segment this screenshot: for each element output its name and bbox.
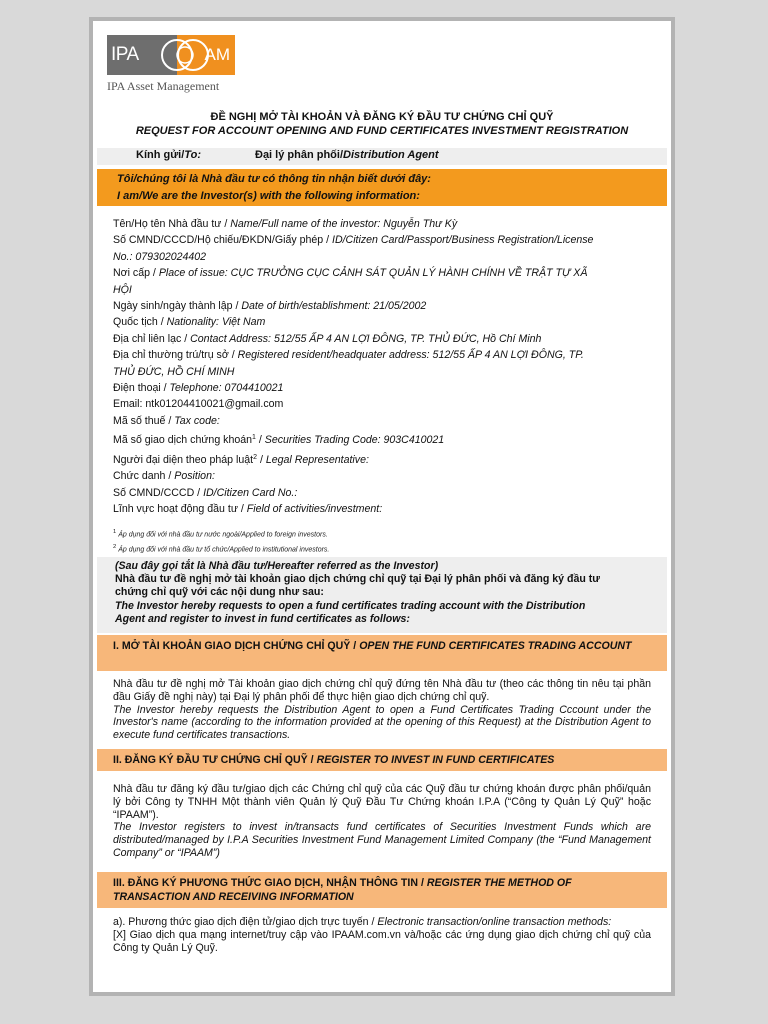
field-label-vn: Số CMND/CCCD / [113, 486, 204, 499]
footnote-text-vn: Áp dụng đối với nhà đầu tư nước ngoài/ [116, 531, 242, 539]
investor-field-line [113, 265, 651, 281]
section-1-text-en: The Investor hereby requests the Distribution Agent to open a Fund Certificates Trading Cccount under the Investor's name (according to the information provided at the opening of this Request) at the Distribution Agent to execute fund certificates transactions. [113, 703, 651, 742]
field-label-vn: Địa chỉ liên lạc / [113, 332, 191, 345]
field-label-vn: Nơi cấp / [113, 267, 159, 280]
section-1-body [113, 678, 651, 742]
field-label-vn: Quốc tịch / [113, 316, 167, 329]
section-3-header [97, 872, 667, 908]
field-label-en: Position: [174, 470, 215, 483]
document-page [93, 21, 671, 992]
investor-field-line [113, 249, 651, 265]
investor-field-line [113, 380, 651, 396]
title-vietnamese: ĐỀ NGHỊ MỞ TÀI KHOẢN VÀ ĐĂNG KÝ ĐẦU TƯ CHỨNG CHỈ QUỸ [210, 111, 554, 123]
footnote-text-en: Applied to foreign investors. [241, 531, 328, 539]
field-label-en: ID/Citizen Card No.: [203, 486, 298, 499]
footnote-text-en: Applied to institutional investors. [229, 546, 330, 554]
logo-am-text: AM [204, 45, 230, 64]
field-label-vn: Chức danh / [113, 470, 175, 483]
section-1-title-vn: I. MỞ TÀI KHOẢN GIAO DỊCH CHỨNG CHỈ QUỸ / [113, 640, 360, 652]
request-vn-line1: Nhà đầu tư đề nghị mở tài khoản giao dịch chứng chỉ quỹ tại Đại lý phân phối và đăng ký đầu tư [115, 573, 600, 585]
footnote-marker: 1 [252, 434, 256, 442]
to-label-en: To: [184, 149, 201, 161]
section-2-text-vn: Nhà đầu tư đăng ký đầu tư/giao dịch các Chứng chỉ quỹ của các Quỹ đầu tư chứng khoán được phân phối/quản lý bởi Công ty TNHH Một thành viên Quản lý Quỹ Đầu Tư Chứng khoán I.P.A (“Công ty Quản Lý Quỹ” hoặc “IPAAM”). [113, 783, 651, 821]
footnote [113, 541, 329, 556]
field-label-en: Contact Address: 512/55 ẤP 4 AN LỢI ĐÔNG, TP. THỦ ĐỨC, Hồ Chí Minh [190, 332, 542, 345]
footnote-number: 1 [113, 529, 117, 535]
field-label-vn: Email: [113, 398, 146, 411]
field-label-vn: Địa chỉ thường trú/trụ sở / [113, 349, 238, 362]
field-label-vn: Ngày sinh/ngày thành lập / [113, 300, 242, 313]
investor-field-line [113, 331, 651, 347]
field-label-en: HỘI [113, 283, 132, 296]
field-label-vn: Mã số thuế / [113, 414, 175, 427]
section-3-body [113, 916, 651, 954]
field-label-en: Telephone: 0704410021 [169, 382, 284, 395]
field-label-en: Nationality: Việt Nam [166, 316, 266, 329]
investor-field-line [113, 452, 651, 468]
field-label-en: Field of activities/investment: [246, 502, 383, 515]
section-1-text-vn: Nhà đầu tư đề nghị mở Tài khoản giao dịch chứng chỉ quỹ đứng tên Nhà đầu tư (theo các thông tin nêu tại phần đầu Giấy đề nghị này) tại Đại lý phân phối để thực hiện giao dịch chứng chỉ quỹ. [113, 678, 651, 703]
investor-field-line [113, 216, 651, 232]
to-label-vn: Kính gửi/ [136, 149, 185, 161]
field-label-en: ID/Citizen Card/Passport/Business Registration/License [332, 234, 594, 247]
section-2-title-vn: II. ĐĂNG KÝ ĐẦU TƯ CHỨNG CHỈ QUỸ / [113, 754, 317, 766]
field-separator: / [257, 453, 266, 466]
section-2-text-en: The Investor registers to invest in/transacts fund certificates of Securities Investment Funds which are distributed/managed by I.P.A Securities Investment Fund Management Limited Company (the “Fund Management Company” or “IPAAM”) [113, 821, 651, 859]
field-label-vn: Tên/Họ tên Nhà đầu tư / [113, 218, 231, 230]
footnote [113, 526, 329, 541]
footnotes [113, 526, 329, 557]
investor-field-line [113, 282, 651, 298]
field-label-en: Registered resident/headquater address: 512/55 ẤP 4 AN LỢI ĐÔNG, TP. [237, 349, 584, 362]
ipa-am-logo [107, 35, 235, 75]
logo-ipa-text: IPA [111, 44, 139, 65]
field-separator: / [255, 434, 265, 447]
section-1-title-en: OPEN THE FUND CERTIFICATES TRADING ACCOUNT [359, 640, 632, 652]
footnote-number: 2 [113, 544, 117, 551]
field-label-en: Date of birth/establishment: 21/05/2002 [241, 300, 427, 313]
section-3-online-option: [X] Giao dịch qua mạng internet/truy cập vào IPAAM.com.vn và/hoặc các ứng dụng giao dịch chứng chỉ quỹ của Công ty Quản Lý Quỹ. [113, 928, 651, 954]
hereafter-note: (Sau đây gọi tắt là Nhà đầu tư/Hereafter referred as the Investor) [115, 560, 439, 572]
investor-field-line [113, 232, 651, 248]
to-value-vn: Đại lý phân phối/ [255, 149, 344, 161]
field-label-vn: Điện thoại / [113, 382, 170, 395]
field-label-en: Name/Full name of the investor: Nguyễn Thư Kỳ [230, 218, 458, 230]
field-label-vn: Số CMND/CCCD/Hộ chiếu/ĐKDN/Giấy phép / [113, 234, 333, 247]
section-3-title-en: REGISTER THE METHOD OF TRANSACTION AND RECEIVING INFORMATION [113, 877, 572, 903]
field-label-en: Tax code: [174, 414, 220, 427]
logo-rings-icon [159, 37, 211, 73]
section-3-title-vn: III. ĐĂNG KÝ PHƯƠNG THỨC GIAO DỊCH, NHẬN THÔNG TIN / [113, 877, 427, 889]
footnote-marker: 2 [253, 453, 257, 461]
section-2-title-en: REGISTER TO INVEST IN FUND CERTIFICATES [316, 754, 555, 766]
investor-field-line [113, 396, 651, 412]
investor-field-line [113, 468, 651, 484]
field-label-en: Place of issue: CỤC TRƯỞNG CỤC CẢNH SÁT QUẢN LÝ HÀNH CHÍNH VỀ TRẬT TỰ XÃ [158, 267, 588, 280]
field-label-en: Legal Representative: [265, 453, 369, 466]
request-en-line1: The Investor hereby requests to open a fund certificates trading account with the Distribution [115, 600, 586, 612]
recipient-row [97, 148, 667, 165]
investor-field-line [113, 501, 651, 517]
title-english: REQUEST FOR ACCOUNT OPENING AND FUND CERTIFICATES INVESTMENT REGISTRATION [135, 125, 629, 137]
request-vn-line2: chứng chỉ quỹ với các nội dung như sau: [115, 586, 324, 598]
investor-intro-en: I am/We are the Investor(s) with the following information: [117, 190, 420, 202]
request-statement [97, 557, 667, 633]
investor-intro-band [97, 169, 667, 206]
investor-field-line [113, 364, 651, 380]
investor-field-line [113, 347, 651, 363]
investor-field-line [113, 485, 651, 501]
to-value-en: Distribution Agent [343, 149, 439, 161]
section-2-header [97, 749, 667, 771]
field-label-en: No.: 079302024402 [113, 250, 207, 263]
investor-intro-vn: Tôi/chúng tôi là Nhà đầu tư có thông tin nhận biết dưới đây: [117, 173, 431, 185]
section-3-a-vn: a). Phương thức giao dịch điện tử/giao dịch trực tuyến / [113, 916, 378, 928]
request-en-line2: Agent and register to invest in fund certificates as follows: [115, 613, 410, 625]
field-label-en: ntk01204410021@gmail.com [145, 398, 284, 411]
investor-field-line [113, 314, 651, 330]
field-label-en: Securities Trading Code: 903C410021 [264, 434, 445, 447]
investor-field-line [113, 432, 651, 448]
logo-subtitle: IPA Asset Management [107, 79, 220, 93]
footnote-text-vn: Áp dụng đối với nhà đầu tư tổ chức/ [116, 546, 230, 554]
document-frame [89, 17, 675, 996]
investor-info-list [113, 216, 651, 517]
section-3-a-en: Electronic transaction/online transaction methods: [377, 916, 612, 928]
investor-field-line [113, 413, 651, 429]
field-label-vn: Người đại diện theo pháp luật [113, 453, 254, 466]
field-label-vn: Lĩnh vực hoạt động đầu tư / [113, 502, 247, 515]
section-1-header [97, 635, 667, 671]
field-label-vn: Mã số giao dịch chứng khoán [113, 434, 253, 447]
investor-field-line [113, 298, 651, 314]
section-2-body [113, 783, 651, 860]
field-label-en: THỦ ĐỨC, HỒ CHÍ MINH [113, 365, 235, 378]
